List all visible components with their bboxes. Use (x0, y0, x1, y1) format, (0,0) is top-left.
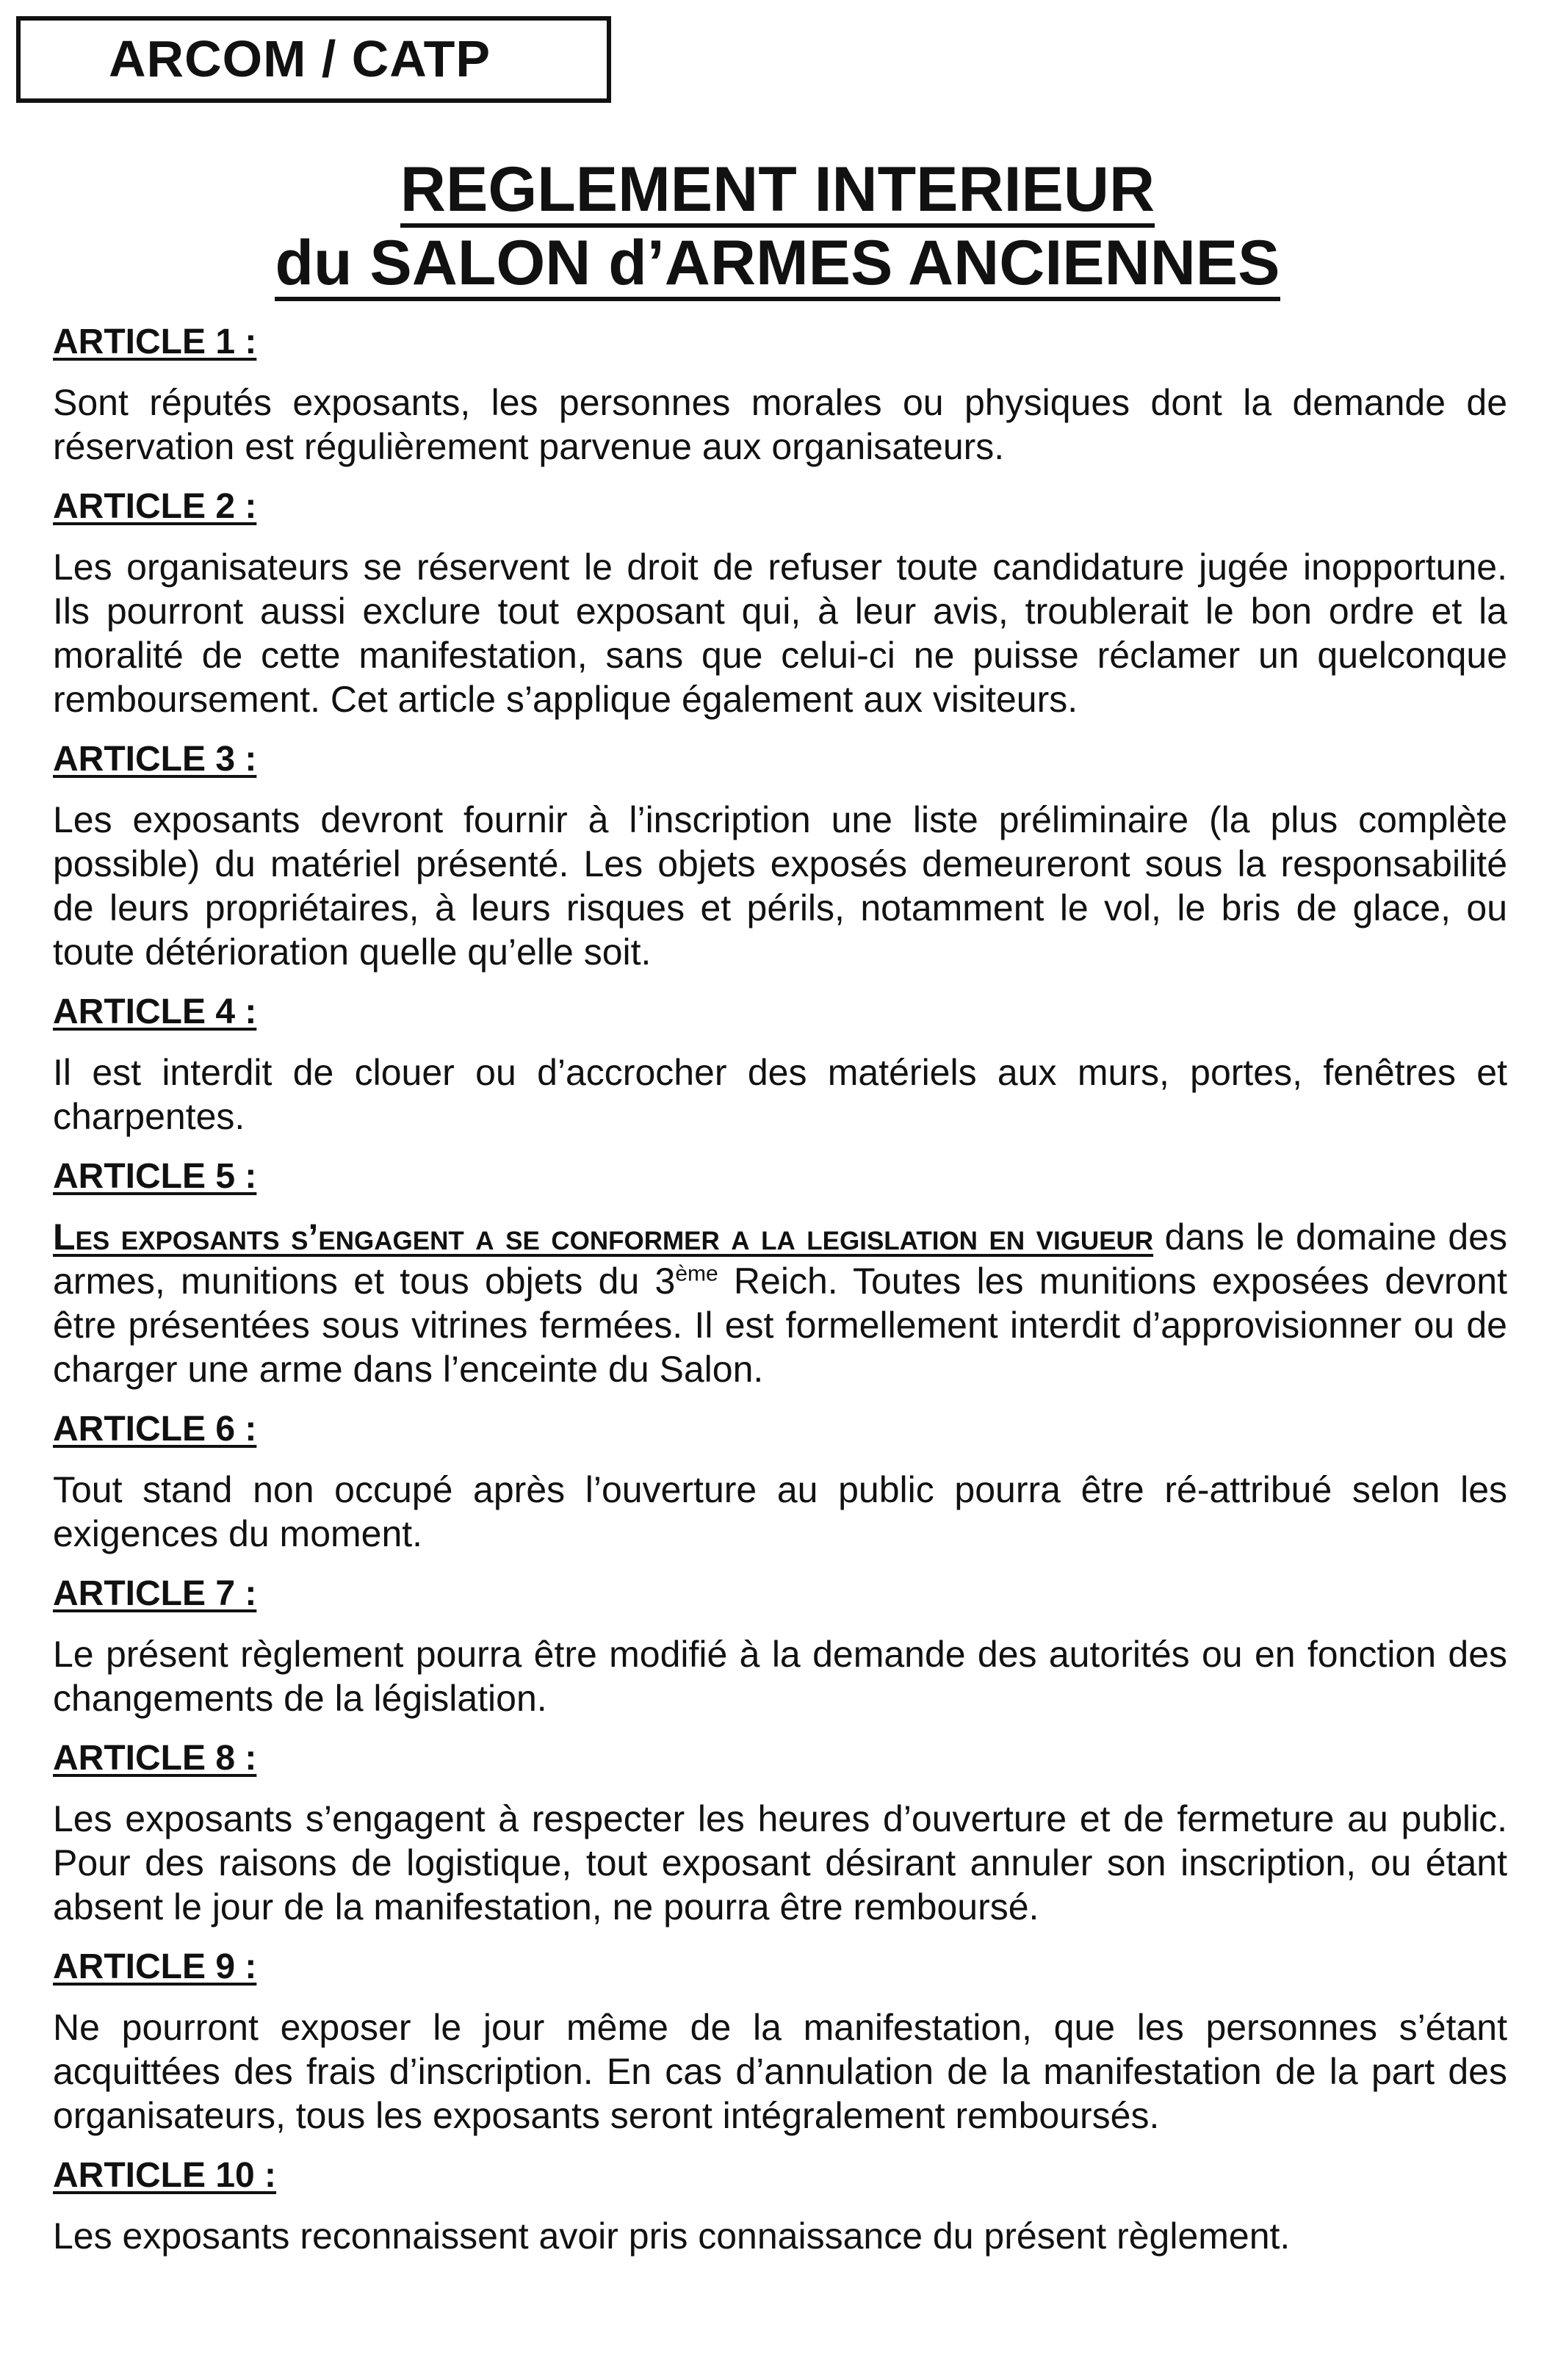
article-3 (53, 738, 1507, 974)
article-text (53, 1215, 1507, 1391)
article-text-part: Reich. Toutes les munitions exposées devront être présentées sous vitrines fermées. Il est formellement interdit d’approvisionner ou de charger une arme dans l’enceinte du Salon. (53, 1261, 1508, 1390)
article-10 (53, 2154, 1507, 2258)
article-heading: ARTICLE 9 : (53, 1947, 257, 1986)
article-heading: ARTICLE 2 : (53, 487, 257, 526)
article-heading: ARTICLE 1 : (53, 322, 257, 361)
organization-label: ARCOM / CATP (109, 30, 491, 87)
article-4 (53, 990, 1507, 1139)
article-5 (53, 1155, 1507, 1391)
article-text: Les exposants devront fournir à l’inscription une liste préliminaire (la plus complète possible) du matériel présenté. Les objets exposés demeureront sous la responsabilité de leurs propriétaires, à leurs risques et périls, notamment le vol, le bris de glace, ou toute détérioration quelle qu’elle soit. (53, 799, 1507, 973)
article-8 (53, 1737, 1507, 1929)
article-text: Les exposants reconnaissent avoir pris connaissance du présent règlement. (53, 2215, 1291, 2257)
article-2 (53, 485, 1507, 721)
article-heading: ARTICLE 3 : (53, 740, 257, 779)
legislation-emphasis: Les exposants s’engagent a se conformer a la legislation en vigueur (53, 1216, 1154, 1258)
article-heading: ARTICLE 6 : (53, 1410, 257, 1449)
article-heading: ARTICLE 10 : (53, 2156, 277, 2195)
article-9 (53, 1945, 1507, 2138)
article-heading: ARTICLE 4 : (53, 992, 257, 1031)
document-title-text-1: REGLEMENT INTERIEUR (400, 156, 1155, 228)
article-text: Les exposants s’engagent à respecter les heures d’ouverture et de fermeture au public. Pour des raisons de logistique, tout exposant désirant annuler son inscription, ou étant absent le jour de la manifestation, ne pourra être remboursé. (53, 1798, 1507, 1928)
document-title-text-2: du SALON d’ARMES ANCIENNES (275, 229, 1280, 301)
article-heading: ARTICLE 5 : (53, 1157, 257, 1196)
article-1 (53, 320, 1507, 469)
article-6 (53, 1407, 1507, 1556)
article-text: Tout stand non occupé après l’ouverture au public pourra être ré-attribué selon les exigences du moment. (53, 1469, 1507, 1554)
article-heading: ARTICLE 8 : (53, 1739, 257, 1778)
ordinal-superscript: ème (675, 1261, 718, 1286)
article-text: Il est interdit de clouer ou d’accrocher des matériels aux murs, portes, fenêtres et charpentes. (53, 1052, 1507, 1137)
articles-list (53, 320, 1507, 2274)
organization-box (16, 16, 611, 103)
article-heading: ARTICLE 7 : (53, 1574, 257, 1613)
article-text: Le présent règlement pourra être modifié à la demande des autorités ou en fonction des changements de la législation. (53, 1634, 1507, 1719)
article-text-part: dans le domaine des armes, munitions et tous objets du 3 (53, 1216, 1507, 1302)
article-text: Les organisateurs se réservent le droit de refuser toute candidature jugée inopportune. Ils pourront aussi exclure tout exposant qui, à leur avis, troublerait le bon ordre et la moralité de cette manifestation, sans que celui-ci ne puisse réclamer un quelconque remboursement. Cet article s’applique également aux visiteurs. (53, 547, 1507, 720)
document-title-line-1 (0, 153, 1555, 228)
article-text: Ne pourront exposer le jour même de la manifestation, que les personnes s’étant acquittées des frais d’inscription. En cas d’annulation de la manifestation de la part des organisateurs, tous les exposants seront intégralement remboursés. (53, 2007, 1507, 2136)
article-7 (53, 1572, 1507, 1720)
article-text: Sont réputés exposants, les personnes morales ou physiques dont la demande de réservation est régulièrement parvenue aux organisateurs. (53, 382, 1507, 467)
document-title-line-2 (0, 226, 1555, 301)
